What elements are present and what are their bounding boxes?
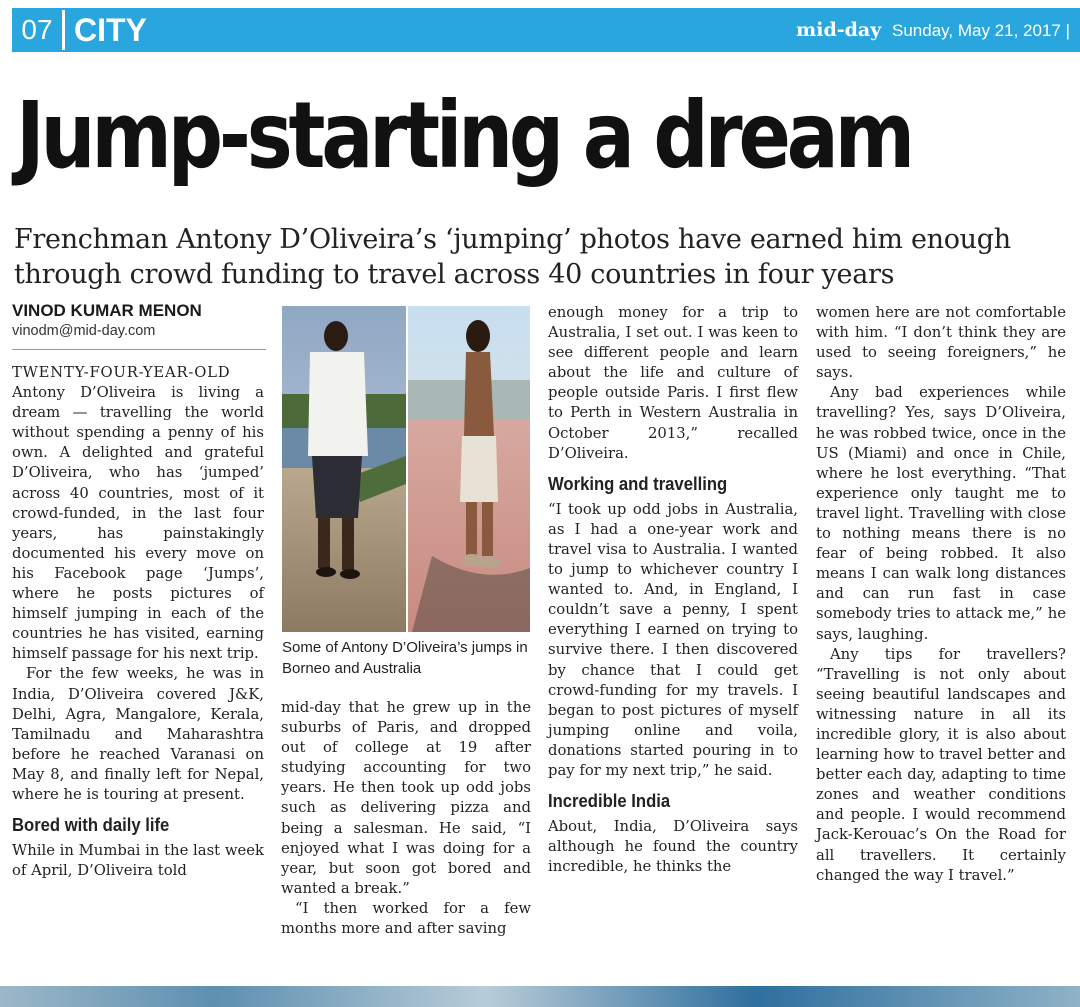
article-photo	[282, 306, 530, 632]
byline	[12, 301, 268, 341]
paragraph: “I took up odd jobs in Australia, as I had a one-year work and travel visa to Australia. I wanted to jump to whichever country I wanted to. And, in England, I couldn’t save a penny, I spent everything I earned on trying to survive there. I then discovered by chance that I could get crowd-funding for my travels. I began to post pictures of myself jumping online and voila, donations started pouring in to pay for my next trip,” he said.	[548, 500, 798, 779]
article-column-1	[12, 363, 264, 881]
lead-caps: TWENTY-FOUR-YEAR-OLD	[12, 364, 231, 381]
paragraph: enough money for a trip to Australia, I set out. I was keen to see different people and learn about the life and culture of people outside Paris. I first flew to Perth in Western Australia in October 2013,” recalled D’Oliveira.	[548, 304, 798, 462]
brand-name: mid-day	[796, 19, 882, 41]
lead-paragraph: TWENTY-FOUR-YEAR-OLD Antony D’Oliveira is living a dream — travelling the world without spending a penny of his own. A delighted and grateful D’Oliveira, who has ‘jumped’ across 40 countries, most of it crowd-funded, in the last four years, has painstakingly documented his every move on his Facebook page ‘Jumps’, where he posts pictures of himself jumping in each of the countries he has visited, earning himself passage for his next trip.	[12, 364, 264, 663]
author-name: VINOD KUMAR MENON	[12, 301, 202, 320]
paragraph: About, India, D’Oliveira says although he found the country incredible, he thinks the	[548, 818, 798, 876]
subhead: Incredible India	[548, 790, 671, 812]
paragraph: While in Mumbai in the last week of April, D’Oliveira told	[12, 842, 264, 880]
paragraph: women here are not comfortable with him. “I don’t think they are used to seeing foreigners,” he says.	[816, 304, 1066, 382]
paragraph: “I then worked for a few months more and after saving	[281, 899, 531, 938]
author-email: vinodm@mid-day.com	[12, 323, 156, 339]
subhead: Bored with daily life	[12, 814, 170, 836]
page-number: 07	[21, 14, 53, 45]
paragraph: For the few weeks, he was in India, D’Oliveira covered J&K, Delhi, Agra, Mangalore, Kerala, Tamilnadu and Maharashtra before he reached Varanasi on May 8, and finally left for Nepal, where he is touring at present.	[12, 665, 264, 803]
headline: Jump-starting a dream	[16, 82, 911, 189]
issue-date: Sunday, May 21, 2017 |	[892, 21, 1070, 40]
byline-divider	[12, 349, 266, 350]
masthead	[796, 10, 1070, 50]
photo-caption: Some of Antony D’Oliveira’s jumps in Borneo and Australia	[282, 639, 528, 677]
article-column-3	[548, 303, 798, 877]
section-name: CITY	[74, 12, 147, 48]
subhead: Working and travelling	[548, 472, 728, 494]
next-article-image-strip	[0, 986, 1080, 1007]
paragraph: Any bad experiences while travelling? Yes, says D’Oliveira, he was robbed twice, once in the US (Miami) and once in Chile, where he lost everything. “That experience only taught me to travel light. Travelling with close to nothing means there is no fear of being robbed. It also means I can walk long distances and can run fast in case somebody tries to attack me,” he says, laughing.	[816, 384, 1066, 643]
article-column-2	[281, 698, 531, 939]
header-divider	[62, 10, 65, 50]
deck: Frenchman Antony D’Oliveira’s ‘jumping’ photos have earned him enough through crowd funding to travel across 40 countries in four years	[14, 224, 1011, 290]
article-column-4	[816, 303, 1066, 886]
paragraph: mid-day that he grew up in the suburbs of Paris, and dropped out of college at 19 after studying accounting for two years. He then took up odd jobs such as delivering pizza and being a salesman. He said, “I enjoyed what I was doing for a year, but soon got bored and wanted a break.”	[281, 699, 531, 897]
paragraph: Any tips for travellers? “Travelling is not only about seeing beautiful landscapes and witnessing nature in all its incredible glory, it is also about learning how to travel better and better each day, adapting to time zones and weather conditions and people. I would recommend Jack-Kerouac’s On the Road for all travellers. It certainly changed the way I travel.”	[816, 645, 1066, 884]
